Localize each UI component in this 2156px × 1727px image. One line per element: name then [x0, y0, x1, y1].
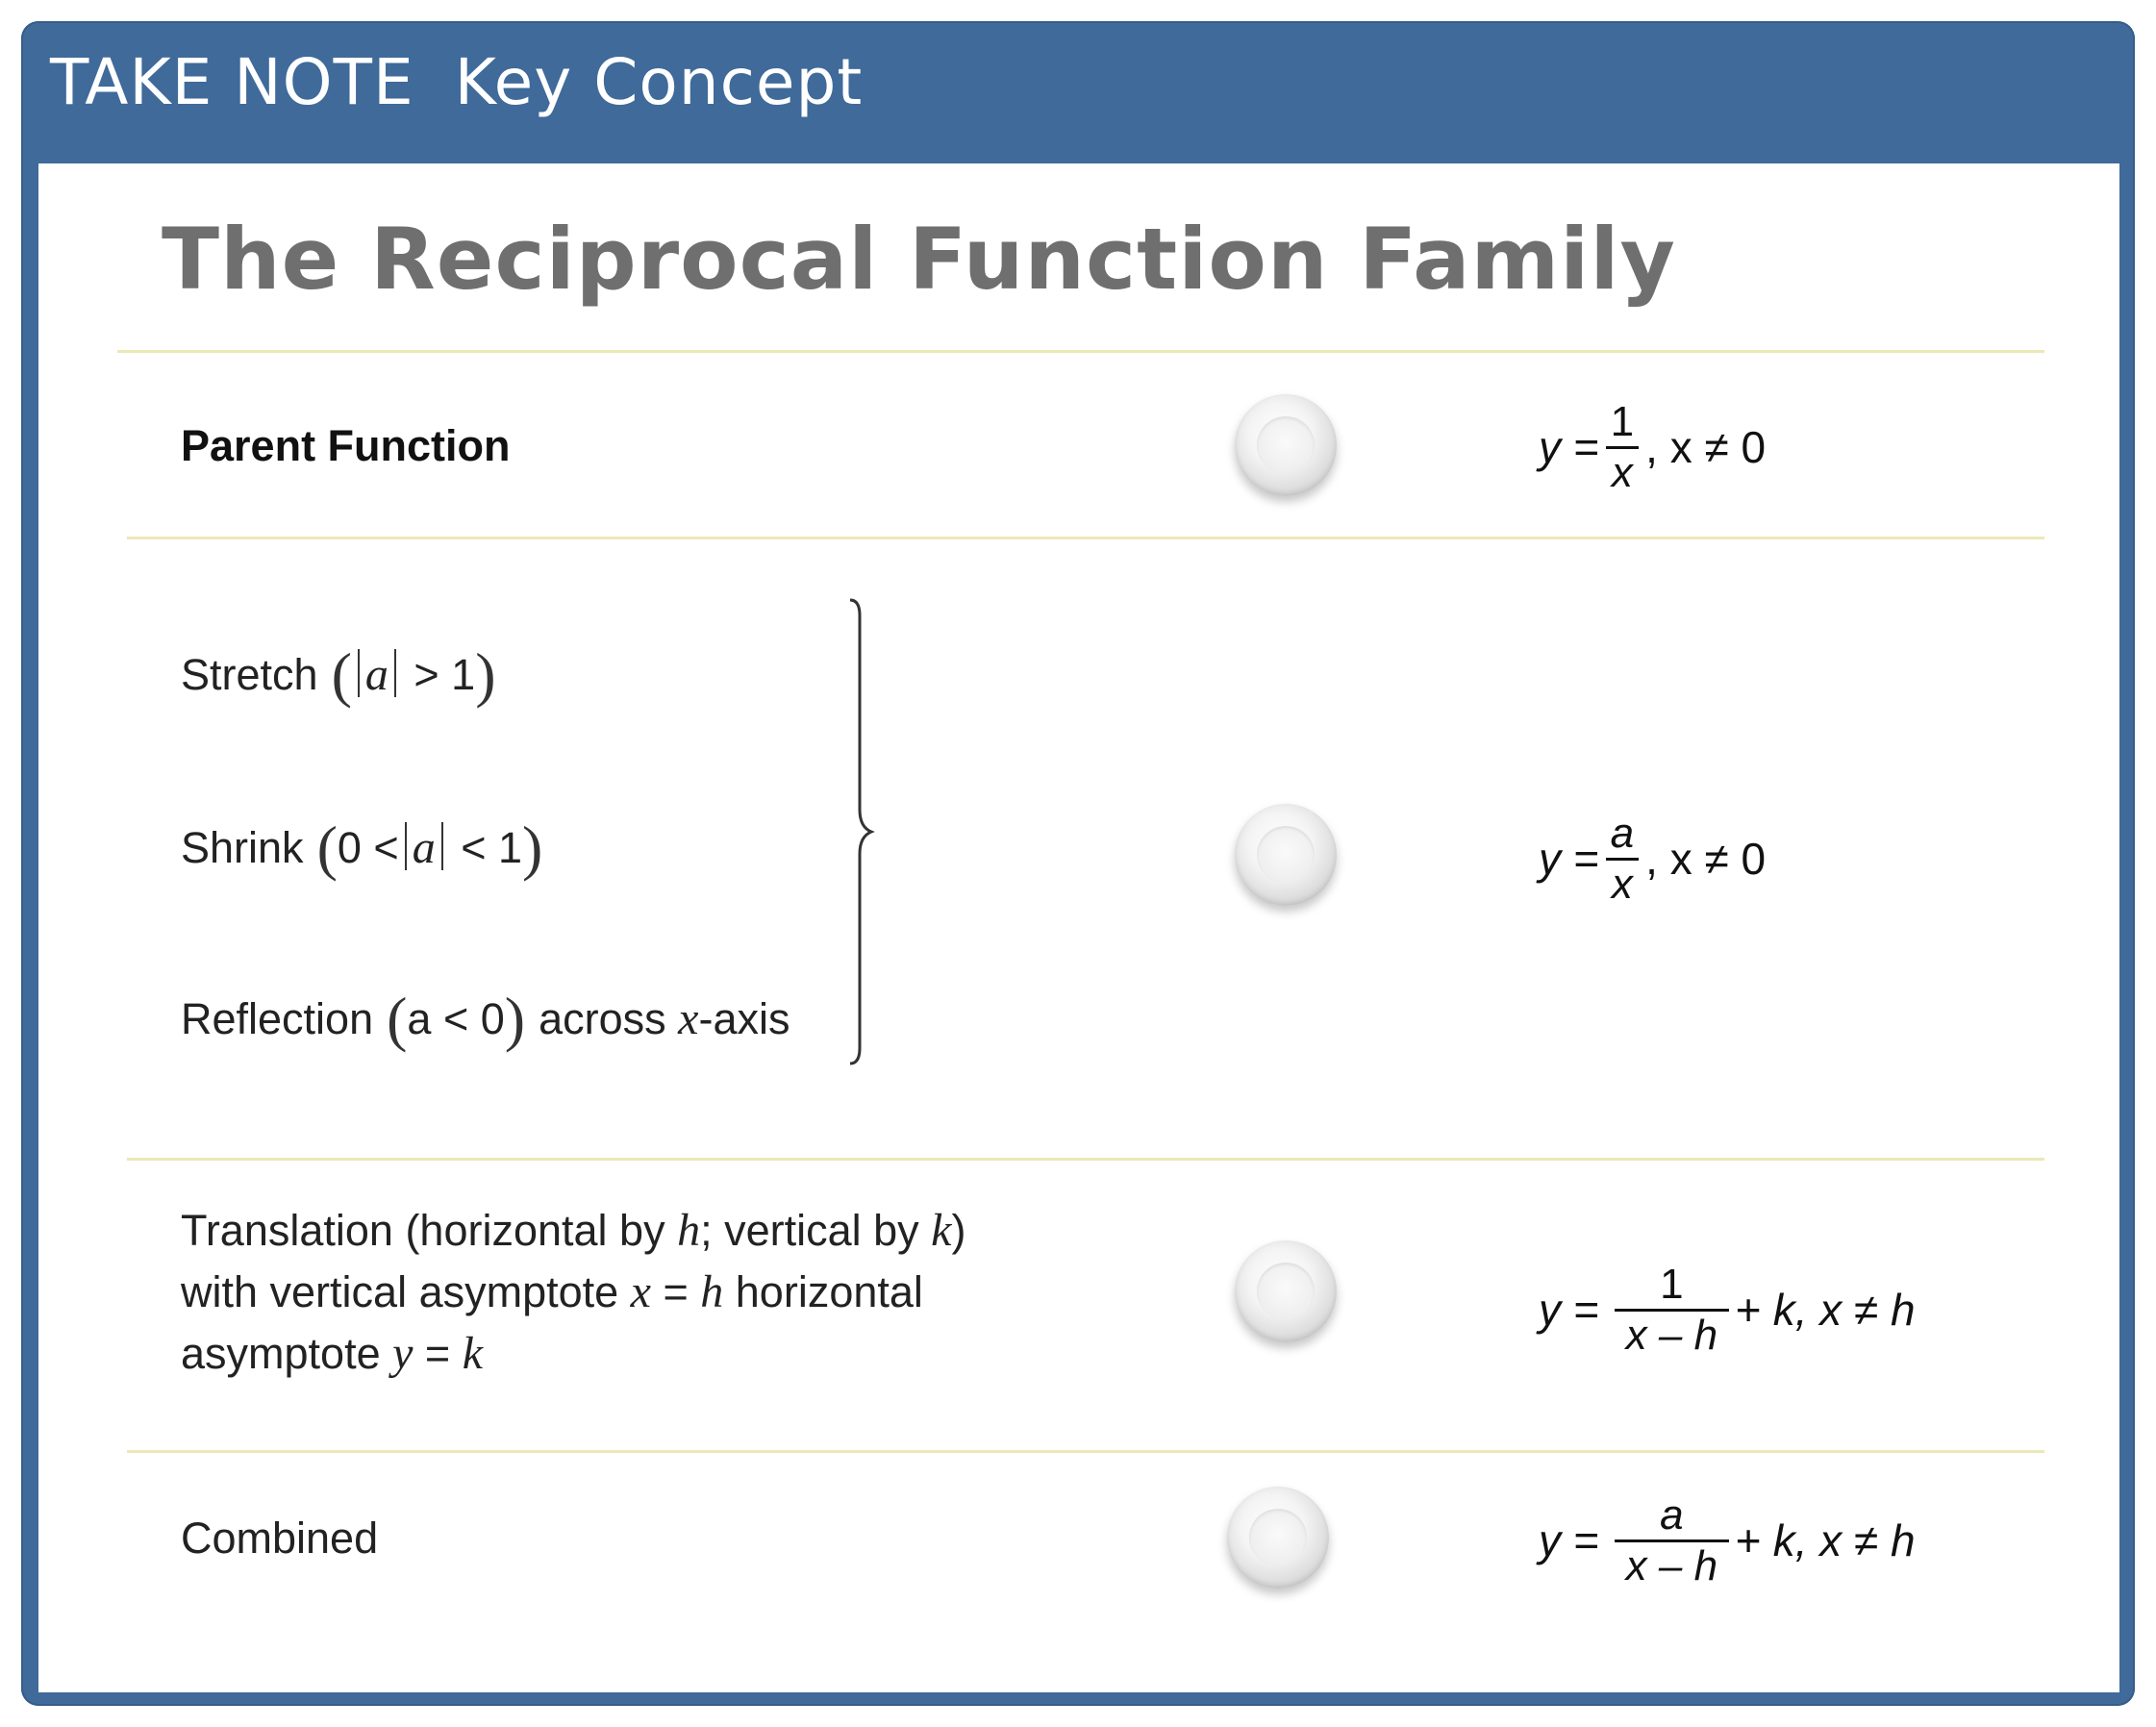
formula-lhs: y =	[1539, 1285, 1599, 1335]
combined-label: Combined	[181, 1514, 379, 1563]
parent-function-radio[interactable]	[1235, 394, 1337, 496]
combined-radio[interactable]	[1227, 1487, 1329, 1589]
formula-lhs: y =	[1539, 834, 1599, 884]
formula-lhs: y =	[1539, 1515, 1599, 1565]
header-bar	[50, 29, 863, 135]
divider-3	[127, 1450, 2044, 1453]
stretch-label: Stretch ( a > 1)	[181, 640, 496, 709]
formula-denominator: x – h	[1615, 1309, 1729, 1360]
shrink-label: Shrink (0 < a < 1)	[181, 813, 543, 882]
divider-1	[127, 537, 2044, 539]
translation-radio[interactable]	[1235, 1240, 1337, 1342]
formula-fraction	[1605, 398, 1640, 497]
combined-formula	[1539, 1483, 1916, 1598]
formula-denominator: x	[1606, 858, 1639, 909]
formula-numerator: a	[1660, 1490, 1684, 1539]
reflection-label: Reflection (a < 0) across x-axis	[181, 985, 790, 1053]
parent-function-label: Parent Function	[181, 421, 511, 470]
formula-fraction	[1605, 810, 1640, 909]
formula-denominator: x – h	[1615, 1539, 1729, 1590]
divider-top	[117, 350, 2044, 353]
formula-rest: + k, x ≠ h	[1735, 1515, 1916, 1565]
formula-fraction	[1615, 1491, 1729, 1590]
formula-lhs: y =	[1539, 422, 1599, 472]
formula-numerator: a	[1610, 809, 1635, 857]
header-title: Key Concept	[454, 44, 864, 119]
parent-function-formula	[1539, 394, 1766, 500]
transform-radio[interactable]	[1235, 804, 1337, 906]
grouping-brace	[846, 596, 885, 1067]
translation-label: Translation (horizontal by h; vertical by k) with vertical asymptote x = h horizontal asymptote y = k	[181, 1205, 966, 1379]
formula-rest: , x ≠ 0	[1645, 422, 1767, 472]
translation-formula	[1539, 1252, 1916, 1367]
content-panel	[38, 163, 2119, 1692]
formula-fraction	[1615, 1261, 1729, 1360]
formula-rest: , x ≠ 0	[1645, 834, 1767, 884]
transform-formula	[1539, 806, 1766, 912]
formula-rest: + k, x ≠ h	[1735, 1285, 1916, 1335]
formula-numerator: 1	[1610, 397, 1635, 445]
header-tag: TAKE NOTE	[50, 44, 414, 119]
formula-numerator: 1	[1660, 1260, 1684, 1308]
formula-denominator: x	[1606, 446, 1639, 497]
divider-2	[127, 1158, 2044, 1161]
page-title: The Reciprocal Function Family	[162, 210, 1676, 309]
